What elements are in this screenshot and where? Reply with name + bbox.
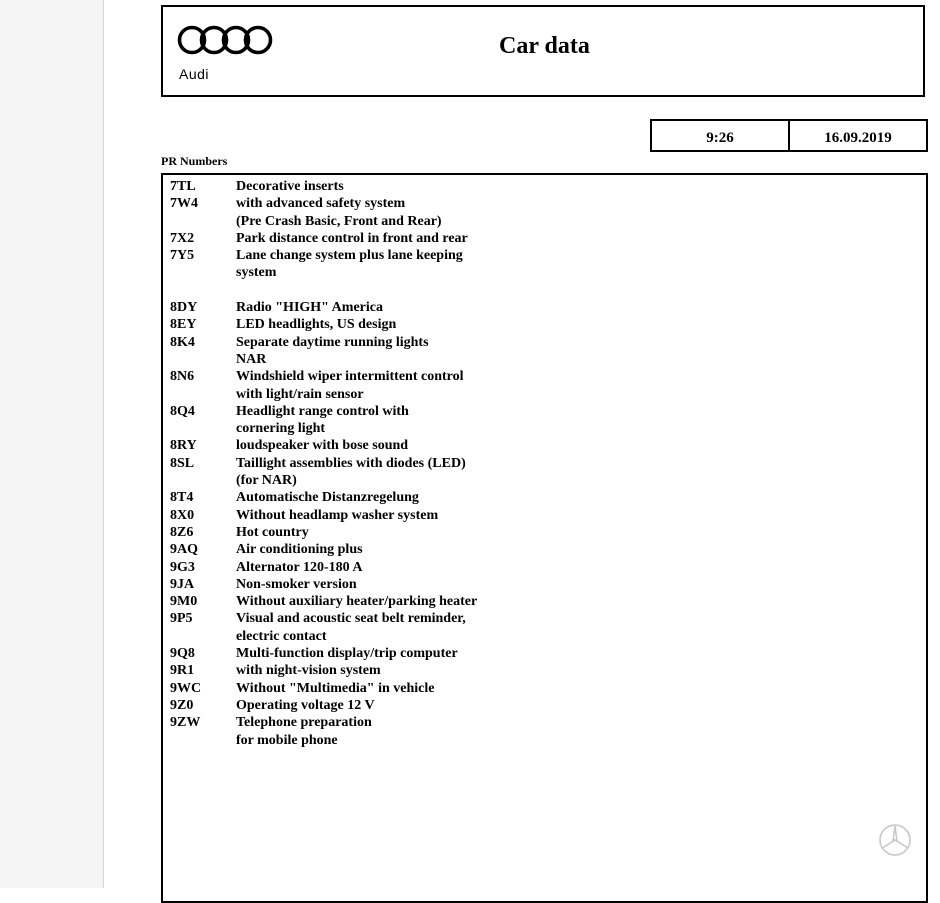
pr-numbers-box (161, 173, 928, 903)
pr-description (236, 697, 770, 714)
pr-code: 9M0 (170, 594, 198, 610)
pr-code: 7X2 (170, 230, 195, 246)
pr-description-line: system (236, 265, 277, 281)
pr-row (170, 316, 770, 333)
pr-description-line: Telephone preparation (236, 715, 372, 731)
pr-row (170, 680, 770, 697)
pr-description (236, 507, 770, 524)
pr-code: 8RY (170, 438, 197, 454)
pr-code: 8K4 (170, 334, 195, 350)
pr-description (236, 714, 770, 749)
pr-description-line: electric contact (236, 628, 327, 644)
pr-code: 7W4 (170, 196, 198, 212)
pr-description-line: Lane change system plus lane keeping (236, 248, 463, 264)
pr-description (236, 645, 770, 662)
pr-row (170, 368, 770, 403)
time-date-box (650, 119, 928, 152)
pr-description (236, 593, 770, 610)
pr-description-line: Air conditioning plus (236, 542, 363, 558)
pr-description (236, 230, 770, 247)
pr-description-line: Without "Multimedia" in vehicle (236, 680, 435, 696)
pr-row (170, 662, 770, 679)
pr-description-line: Multi-function display/trip computer (236, 646, 458, 662)
pr-description (236, 610, 770, 645)
pr-row (170, 576, 770, 593)
pr-row (170, 697, 770, 714)
pr-description-line: Automatische Distanzregelung (236, 490, 419, 506)
mercedes-star-watermark-icon (877, 822, 913, 858)
pr-code: 8EY (170, 317, 197, 333)
list-spacer (170, 282, 770, 299)
pr-description (236, 524, 770, 541)
pr-code: 7TL (170, 179, 196, 194)
time-value: 9:26 (652, 121, 790, 150)
pr-description-line: Separate daytime running lights (236, 334, 429, 350)
pr-description-line: LED headlights, US design (236, 317, 397, 333)
pr-description-line: Taillight assemblies with diodes (LED) (236, 455, 466, 471)
pr-row (170, 403, 770, 438)
pr-description-line: with advanced safety system (236, 196, 406, 212)
pr-code: 9R1 (170, 663, 195, 679)
pr-row (170, 455, 770, 490)
pr-row (170, 559, 770, 576)
pr-code: 9JA (170, 576, 195, 592)
pr-description (236, 195, 770, 230)
pr-row (170, 230, 770, 247)
pr-description-line: Radio "HIGH" America (236, 300, 383, 316)
pr-row (170, 299, 770, 316)
pr-row (170, 541, 770, 558)
pr-code: 8X0 (170, 507, 195, 523)
pr-row (170, 524, 770, 541)
pr-description-line: loudspeaker with bose sound (236, 438, 409, 454)
pr-row (170, 195, 770, 230)
pr-description-line: for mobile phone (236, 732, 338, 748)
pr-description (236, 368, 770, 403)
pr-description (236, 178, 770, 195)
audi-rings-logo-icon (175, 25, 275, 87)
pr-description-line: with night-vision system (236, 663, 381, 679)
pr-code: 7Y5 (170, 248, 195, 264)
pr-description-line: cornering light (236, 421, 326, 437)
pr-description (236, 455, 770, 490)
pr-description-line: Decorative inserts (236, 179, 344, 194)
left-side-strip (0, 0, 104, 888)
pr-description (236, 403, 770, 438)
pr-row (170, 507, 770, 524)
pr-description-line: (for NAR) (236, 473, 297, 489)
pr-description (236, 334, 770, 369)
pr-code: 8Q4 (170, 403, 195, 419)
document-header (161, 5, 925, 97)
pr-description-line: Without auxiliary heater/parking heater (236, 594, 478, 610)
pr-code: 9AQ (170, 542, 198, 558)
pr-description-line: Park distance control in front and rear (236, 230, 468, 246)
pr-description-line: Non-smoker version (236, 576, 357, 592)
pr-code: 9P5 (170, 611, 193, 627)
pr-row (170, 714, 770, 749)
pr-row (170, 593, 770, 610)
date-value: 16.09.2019 (824, 130, 892, 146)
pr-description (236, 541, 770, 558)
pr-code: 8DY (170, 300, 198, 316)
pr-description (236, 559, 770, 576)
pr-code: 8SL (170, 455, 195, 471)
pr-code: 8N6 (170, 369, 195, 385)
pr-row (170, 610, 770, 645)
pr-description-line: NAR (236, 351, 267, 367)
pr-description-line: Headlight range control with (236, 403, 409, 419)
pr-code: 9Q8 (170, 646, 195, 662)
brand-name: Audi (179, 66, 210, 82)
pr-description-line: Operating voltage 12 V (236, 697, 375, 713)
pr-description (236, 299, 770, 316)
pr-row (170, 489, 770, 506)
page-title: Car data (499, 33, 590, 59)
pr-code: 8T4 (170, 490, 194, 506)
pr-row (170, 334, 770, 369)
pr-description-line: Alternator 120-180 A (236, 559, 363, 575)
pr-numbers-list (170, 178, 770, 749)
pr-description-line: (Pre Crash Basic, Front and Rear) (236, 213, 442, 229)
pr-description (236, 662, 770, 679)
pr-description (236, 247, 770, 282)
pr-description-line: Hot country (236, 524, 309, 540)
pr-description-line: Windshield wiper intermittent control (236, 369, 464, 385)
pr-description-line: Without headlamp washer system (236, 507, 439, 523)
pr-description-line: with light/rain sensor (236, 386, 364, 402)
pr-row (170, 178, 770, 195)
pr-row (170, 645, 770, 662)
pr-code: 9Z0 (170, 697, 194, 713)
pr-description (236, 489, 770, 506)
pr-description (236, 680, 770, 697)
pr-description (236, 437, 770, 454)
section-label: PR Numbers (161, 154, 228, 168)
pr-description (236, 576, 770, 593)
pr-code: 9G3 (170, 559, 195, 575)
pr-row (170, 437, 770, 454)
pr-row (170, 247, 770, 282)
pr-code: 9ZW (170, 715, 201, 731)
pr-description-line: Visual and acoustic seat belt reminder, (236, 611, 466, 627)
pr-code: 8Z6 (170, 524, 194, 540)
pr-description (236, 316, 770, 333)
pr-code: 9WC (170, 680, 202, 696)
